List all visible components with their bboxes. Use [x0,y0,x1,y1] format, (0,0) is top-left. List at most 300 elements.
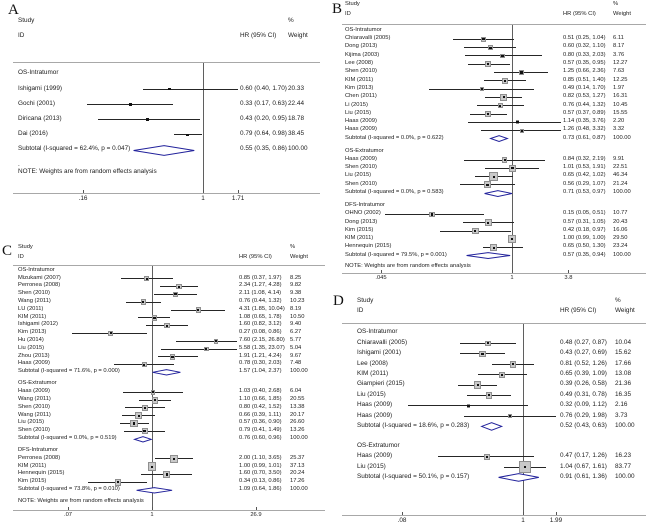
point-marker [504,80,506,82]
subtotal-diamond [498,473,539,482]
weight-value: 15.62 [615,349,631,357]
weight-value: 100.00 [615,422,635,430]
point-marker [489,47,491,49]
hr-ci-value: 0.56 (0.29, 1.07) [563,180,606,187]
point-marker [482,38,484,40]
weight-value: 10.77 [613,210,628,217]
panel-letter: D [333,293,344,309]
study-label: Ishigami (2001) [357,349,402,357]
hr-ci-value: 0.82 (0.53, 1.27) [563,93,606,100]
study-label: Haas (2009) [345,155,377,162]
panel-b [330,0,650,290]
axis-tick [238,190,239,193]
point-marker [166,473,168,475]
axis-tick [256,507,257,510]
weight-value: 10.50 [290,313,305,320]
study-label: Lee (2008) [345,60,374,66]
point-marker [504,159,506,161]
point-marker [146,118,149,121]
weight-value: 12.25 [613,76,628,83]
point-marker [501,55,503,57]
subtotal-diamond [134,436,152,443]
study-label: KIM (2011) [357,370,389,378]
weight-value: 13.38 [290,403,305,410]
weight-value: 20.43 [613,218,628,225]
weight-value: 21.36 [615,380,631,388]
column-header-id: ID [345,10,351,17]
point-marker [129,103,132,106]
point-marker [215,340,217,342]
weight-value: 7.63 [613,68,625,75]
hr-ci-value: 1.03 (0.40, 2.68) [239,388,282,395]
axis-tick [152,507,153,510]
subtotal-diamond [466,252,511,259]
weight-value: 20.24 [290,470,305,477]
hr-ci-value: 0.80 (0.42, 1.52) [239,403,282,410]
weight-value: 16.06 [613,226,628,233]
column-header-id: ID [18,32,25,40]
axis-tick [203,190,204,193]
study-label: Chen (2011) [345,93,377,100]
axis-tick-label: 1 [150,512,154,518]
weight-value: 100.00 [613,134,631,141]
column-header-hr: HR (95% CI) [563,10,596,17]
weight-value: 9.40 [290,321,302,328]
point-marker [487,222,489,224]
hr-ci-value: 1.00 (0.99, 1.00) [563,235,606,242]
hr-ci-value: 0.15 (0.05, 0.51) [563,210,606,217]
subgroup-label: OS-Extratumor [345,147,384,154]
hr-ci-value: 0.51 (0.25, 1.04) [563,35,606,42]
hr-ci-value: 0.49 (0.14, 1.70) [563,84,606,91]
hr-ci-value: 0.55 (0.35, 0.86) [240,145,287,153]
point-marker [499,105,501,107]
hr-ci-value: 0.57 (0.37, 0.89) [563,109,606,116]
study-label: Shen (2010) [18,427,50,434]
hr-ci-value: 0.34 (0.13, 0.86) [239,478,282,485]
study-label: Wang (2011) [18,411,51,418]
axis-tick [83,190,84,193]
study-label: Haas (2009) [357,452,393,460]
study-label: Ishigami (1999) [18,84,63,92]
study-label: Dong (2013) [345,218,378,225]
weight-value: 8.25 [290,274,302,281]
point-marker [138,415,140,417]
note-text: NOTE: Weights are from random effects analysis [345,263,471,270]
subtotal-label: Subtotal (I-squared = 0.0%, p = 0.519) [18,434,117,441]
point-marker [512,363,514,365]
weight-value: 3.76 [613,51,625,58]
study-label: Liu (2015) [357,462,386,470]
column-header-pct: % [288,17,294,25]
weight-value: 9.91 [613,155,625,162]
study-label: Dai (2016) [18,130,48,138]
hr-ci-value: 1.14 (0.35, 3.76) [563,118,606,125]
study-label: Haas (2009) [18,388,50,395]
subtotal-label: Subtotal (I-squared = 0.0%, p = 0.583) [345,189,444,196]
panel-letter: B [332,1,343,17]
hr-ci-value: 0.73 (0.61, 0.87) [563,134,606,141]
axis-rule [342,515,646,516]
point-marker [516,121,518,123]
hr-ci-value: 0.43 (0.20, 0.95) [240,115,287,123]
study-label: Chiaravalli (2005) [357,338,408,346]
axis-tick [381,270,382,273]
column-header-study: Study [345,0,360,7]
study-label: Shen (2010) [345,68,377,75]
hr-ci-value: 0.57 (0.31, 1.05) [563,218,606,225]
subtotal-diamond [152,369,181,376]
study-label: LU (2011) [18,305,44,312]
weight-value: 9.67 [290,352,302,359]
point-marker [477,384,479,386]
hr-ci-value: 1.00 (0.99, 1.01) [239,462,282,469]
weight-value: 16.31 [613,93,628,100]
study-label: Kim (2015) [345,226,374,233]
study-label: Liu (2015) [345,109,372,116]
hr-ci-value: 0.80 (0.33, 2.03) [563,51,606,58]
axis-tick-label: 1 [510,275,514,281]
weight-value: 3.73 [615,411,628,419]
subgroup-label: OS-Intratumor [18,266,55,273]
hr-ci-value: 0.85 (0.51, 1.40) [563,76,606,83]
weight-value: 100.00 [290,434,308,441]
axis-tick-label: 1.99 [549,517,563,524]
point-marker [486,456,488,458]
study-label: KIM (2011) [345,235,374,242]
weight-value: 13.26 [290,427,305,434]
weight-value: 17.26 [290,478,305,485]
point-marker [146,278,148,280]
weight-value: 20.55 [290,395,305,402]
study-label: Zhou (2013) [18,352,50,359]
subgroup-label: OS-Intratumor [18,69,59,77]
subgroup-label: OS-Extratumor [357,441,400,449]
axis-tick [556,512,557,515]
subtotal-label: Subtotal (I-squared = 73.8%, p = 0.010) [18,485,120,492]
hr-ci-value: 1.10 (0.66, 1.85) [239,395,282,402]
weight-value: 5.04 [290,344,302,351]
point-marker [431,213,433,215]
hr-ci-value: 0.66 (0.39, 1.11) [239,411,282,418]
point-marker [133,422,135,424]
point-marker [166,325,168,327]
axis-tick-label: .16 [78,195,88,202]
hr-ci-value: 4.31 (1.85, 10.04) [239,305,285,312]
weight-value: 29.50 [613,235,628,242]
study-label: Haas (2009) [357,401,393,409]
point-marker [486,184,488,186]
subtotal-diamond [136,487,173,494]
study-label: Hennequin (2015) [345,243,392,250]
weight-value: 8.17 [613,43,625,50]
hr-ci-value: 0.57 (0.35, 0.94) [563,251,606,258]
hr-ci-value: 0.42 (0.18, 0.97) [563,226,606,233]
hr-ci-value: 0.79 (0.64, 0.98) [240,130,287,138]
column-header-weight: Weight [613,10,631,17]
point-marker [173,458,175,460]
hr-ci-value: 0.33 (0.17, 0.63) [240,99,287,107]
subgroup-label: DFS-Intratumor [18,446,58,453]
subtotal-label: Subtotal (I-squared = 0.0%, p = 0.622) [345,134,444,141]
panel-a [0,0,330,240]
study-label: Diricana (2013) [18,115,62,123]
axis-tick-label: 3.8 [564,275,573,281]
panel-c [0,240,330,531]
point-marker [144,407,146,409]
hr-ci-value: 0.91 (0.61, 1.36) [560,473,607,481]
study-label: Kim (2013) [345,84,374,91]
column-header-hr: HR (95% CI) [239,253,272,260]
subtotal-label: Subtotal (I-squared = 50.1%, p = 0.157) [357,473,470,481]
header-rule [342,323,646,324]
axis-rule [13,510,325,511]
study-label: Ishigami (2012) [18,321,58,328]
study-label: Chiaravalli (2005) [345,35,391,42]
weight-value: 21.24 [613,180,628,187]
column-header-weight: Weight [615,307,635,315]
weight-value: 10.23 [290,298,305,304]
subtotal-label: Subtotal (I-squared = 18.6%, p = 0.283) [357,422,470,430]
hr-ci-value: 0.84 (0.32, 2.19) [563,155,606,162]
axis-tick-label: 26.9 [250,512,262,518]
hr-ci-value: 0.85 (0.37, 1.97) [239,274,282,281]
weight-value: 2.16 [615,401,628,409]
weight-value: 23.24 [613,243,628,250]
hr-ci-value: 2.11 (1.08, 4.14) [239,290,282,297]
subtotal-diamond [133,145,195,156]
point-marker [117,481,119,483]
weight-value: 46.34 [613,172,628,179]
column-header-hr: HR (95% CI) [560,307,597,315]
hr-ci-value: 0.81 (0.52, 1.26) [560,359,607,367]
weight-value: 20.33 [288,84,304,92]
study-label: Perronea (2008) [18,454,61,461]
weight-value: 16.23 [615,452,631,460]
point-marker [487,63,489,65]
point-marker [487,342,489,344]
study-label: Hu (2014) [18,337,44,343]
point-marker [474,230,476,232]
hr-ci-value: 0.57 (0.36, 0.90) [239,419,282,426]
weight-value: 17.66 [615,359,631,367]
hr-ci-value: 1.91 (1.21, 4.24) [239,352,282,359]
study-label: Hennequin (2015) [18,470,65,477]
point-marker [481,88,483,90]
weight-value: 100.00 [290,485,308,492]
axis-rule [13,193,320,194]
column-header-hr: HR (95% CI) [240,32,277,40]
hr-ci-value: 1.60 (0.70, 3.50) [239,470,282,477]
point-marker [178,286,180,288]
subgroup-label: OS-Intratumor [345,26,382,33]
point-marker [487,113,489,115]
study-label: Haas (2009) [357,411,393,419]
study-label: Li (2015) [345,101,368,108]
study-label: Haas (2009) [345,126,377,133]
ci-line [176,341,237,342]
point-marker [142,301,144,303]
point-marker [481,353,483,355]
weight-value: 25.37 [290,454,305,461]
hr-ci-value: 0.76 (0.29, 1.98) [560,411,607,419]
hr-ci-value: 0.65 (0.50, 1.30) [563,243,606,250]
subtotal-diamond [481,422,502,431]
point-marker [521,130,523,132]
point-marker [488,394,490,396]
weight-value: 38.45 [288,130,304,138]
study-label: Gochi (2001) [18,99,55,107]
weight-value: 1.97 [613,84,625,91]
weight-value: 18.78 [288,115,304,123]
axis-tick [402,512,403,515]
hr-ci-value: 5.58 (1.35, 23.07) [239,344,285,351]
ci-line [468,122,561,123]
axis-tick [68,507,69,510]
ci-line [161,349,237,350]
hr-ci-value: 0.47 (0.17, 1.26) [560,452,607,460]
point-marker [493,247,495,249]
weight-value: 2.20 [613,118,625,125]
axis-tick-label: 1 [521,517,525,524]
point-marker [503,96,505,98]
weight-value: 10.04 [615,338,631,346]
panel-letter: C [2,243,13,259]
hr-ci-value: 0.76 (0.60, 0.96) [239,434,282,441]
weight-value: 83.77 [615,462,631,470]
weight-value: 6.04 [290,388,302,395]
header-rule [342,24,646,25]
hr-ci-value: 0.27 (0.08, 0.86) [239,329,282,336]
hr-ci-value: 0.60 (0.32, 1.10) [563,43,606,50]
ref-line [203,63,204,193]
note-text: NOTE: Weights are from random effects analysis [18,498,144,505]
point-marker [197,309,199,311]
study-label: Liu (2015) [18,419,45,426]
study-label: Dong (2013) [345,43,378,50]
point-marker [493,176,495,178]
weight-value: 26.60 [290,419,305,426]
hr-ci-value: 1.60 (0.82, 3.12) [239,321,282,328]
column-header-pct: % [613,0,619,7]
stata-dot: . [18,160,20,168]
hr-ci-value: 0.65 (0.39, 1.09) [560,370,607,378]
hr-ci-value: 0.39 (0.26, 0.58) [560,380,607,388]
axis-rule [342,273,646,274]
hr-ci-value: 0.78 (0.30, 2.03) [239,360,282,367]
point-marker [511,238,513,240]
hr-ci-value: 0.57 (0.35, 0.95) [563,60,606,66]
column-header-pct: % [615,297,621,305]
header-rule [13,265,325,266]
study-label: Shen (2010) [345,164,377,171]
point-marker [520,71,522,73]
column-header-study: Study [357,297,374,305]
study-label: KIM (2011) [18,313,47,320]
hr-ci-value: 7.60 (2.15, 26.80) [239,337,285,343]
study-label: Kijima (2003) [345,51,380,58]
subtotal-label: Subtotal (I-squared = 62.4%, p = 0.047) [18,145,131,153]
hr-ci-value: 1.01 (0.53, 1.91) [563,164,606,171]
axis-tick-label: 1 [201,195,205,202]
ref-line [523,324,524,515]
axis-tick-label: 1.71 [231,195,245,202]
axis-tick [568,270,569,273]
study-label: Haas (2009) [345,118,377,125]
hr-ci-value: 2.34 (1.27, 4.28) [239,282,282,289]
point-marker [152,391,154,393]
weight-value: 100.00 [613,189,631,196]
hr-ci-value: 1.57 (1.04, 2.37) [239,368,282,375]
hr-ci-value: 0.49 (0.31, 0.78) [560,390,607,398]
study-label: OHNO (2002) [345,210,381,217]
hr-ci-value: 0.71 (0.53, 0.97) [563,189,606,196]
weight-value: 9.82 [290,282,302,289]
weight-value: 6.11 [613,35,624,42]
column-header-id: ID [357,307,364,315]
weight-value: 5.77 [290,337,302,343]
subtotal-diamond [490,135,508,142]
point-marker [153,317,155,319]
point-marker [511,167,513,169]
axis-tick [512,270,513,273]
weight-value: 9.38 [290,290,302,297]
study-label: Perronea (2008) [18,282,61,289]
hr-ci-value: 2.00 (1.10, 3.65) [239,454,282,461]
weight-value: 100.00 [615,473,635,481]
column-header-weight: Weight [288,32,308,40]
panel-letter: A [8,2,19,18]
column-header-weight: Weight [290,253,308,260]
hr-ci-value: 0.79 (0.41, 1.49) [239,427,282,434]
study-label: Liu (2015) [345,172,372,179]
ci-line [158,356,198,357]
hr-ci-value: 0.65 (0.42, 1.02) [563,172,606,179]
hr-ci-value: 0.76 (0.44, 1.32) [239,298,282,304]
point-marker [143,430,145,432]
weight-value: 22.51 [613,164,628,171]
point-marker [509,415,511,417]
weight-value: 6.27 [290,329,302,336]
column-header-study: Study [18,17,35,25]
hr-ci-value: 1.25 (0.66, 2.36) [563,68,606,75]
axis-tick [523,512,524,515]
weight-value: 100.00 [288,145,308,153]
study-label: Liu (2015) [357,390,386,398]
study-label: Wang (2011) [18,395,51,402]
weight-value: 12.27 [613,60,628,66]
weight-value: 16.35 [615,390,631,398]
study-label: Lee (2008) [357,359,388,367]
study-label: Shen (2010) [18,290,50,297]
axis-tick-label: .07 [63,512,73,518]
hr-ci-value: 0.52 (0.43, 0.63) [560,422,607,430]
weight-value: 10.45 [613,101,628,108]
hr-ci-value: 0.60 (0.40, 1.70) [240,84,287,92]
subgroup-label: OS-Extratumor [18,380,57,387]
hr-ci-value: 1.04 (0.67, 1.61) [560,462,607,470]
subgroup-label: DFS-Intratumor [345,201,385,208]
weight-value: 8.19 [290,305,302,312]
hr-ci-value: 1.26 (0.48, 3.32) [563,126,606,133]
column-header-pct: % [290,243,296,250]
weight-value: 20.17 [290,411,305,418]
weight-value: 3.32 [613,126,625,133]
column-header-study: Study [18,243,33,250]
point-marker [154,399,156,401]
point-marker [186,134,189,137]
study-label: Shen (2010) [345,180,377,187]
